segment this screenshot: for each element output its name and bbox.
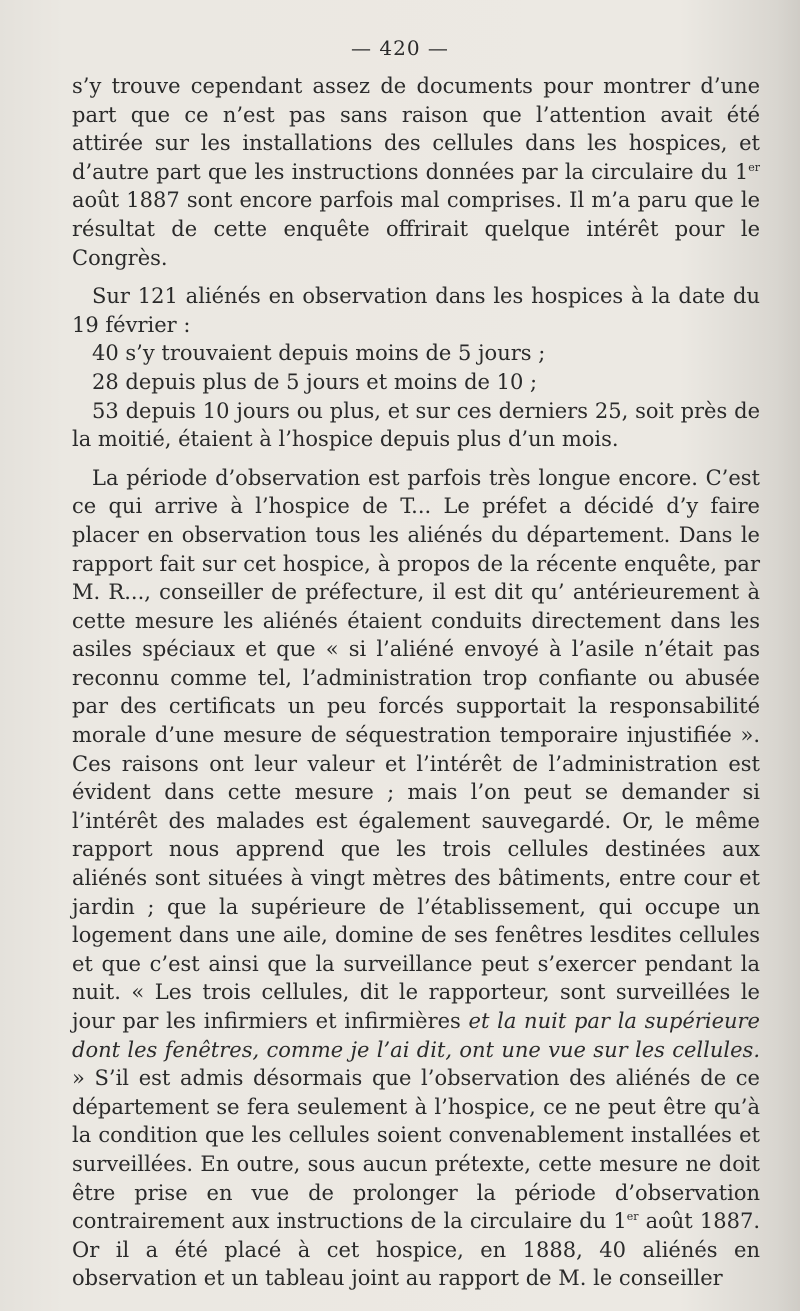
paragraph-1-text: s’y trouve cependant assez de documents pour montrer d’une part que ce n’est pas sans raison que l’attention avait été attirée sur les installations des cellules dans les hospices, et d’autre part que les instructions données par la circulaire du 1 <box>72 74 760 184</box>
body-text <box>72 72 760 1293</box>
paragraph-1-end: août 1887 sont encore parfois mal comprises. Il m’a paru que le résultat de cette enquête offrirait quelque intérêt pour le Congrès. <box>72 188 760 270</box>
paragraph-1 <box>72 72 760 272</box>
paragraph-3-text: La période d’observation est parfois très longue encore. C’est ce qui arrive à l’hospice de T... Le préfet a décidé d’y faire placer en observation tous les aliénés du département. Dans le rapport fait sur cet hospice, à propos de la récente enquête, par M. R..., conseiller de préfecture, il est dit qu’ antérieurement à cette mesure les aliénés étaient conduits directement dans les asiles spéciaux et que « si l’aliéné envoyé à l’asile n’était pas reconnu comme tel, l’administration trop confiante ou abusée par des certificats un peu forcés supportait la responsabilité morale d’une mesure de séquestration temporaire injustifiée ». Ces raisons ont leur valeur et l’intérêt de l’administration est évident dans cette mesure ; mais l’on peut se demander si l’intérêt des malades est également sauvegardé. Or, le même rapport nous apprend que les trois cellules destinées aux aliénés sont situées à vingt mètres des bâtiments, entre cour et jardin ; que la supérieure de l’établissement, qui occupe un logement dans une aile, domine de ses fenêtres lesdites cellules et que c’est ainsi que la surveillance peut s’exercer pendant la nuit. « Les trois cellules, dit le rapporteur, sont surveillées le jour par les infirmiers et infirmières <box>72 465 760 1033</box>
list-item: 40 s’y trouvaient depuis moins de 5 jours ; <box>92 341 546 366</box>
list-item: 53 depuis 10 jours ou plus, et sur ces derniers 25, soit près de la moitié, étaient à l’hospice depuis plus d’un mois. <box>72 398 760 452</box>
paragraph-3-italic: et la nuit par la supérieure dont les fenêtres, comme je l’ai dit, ont une vue sur les cellules. <box>72 1009 760 1062</box>
superscript: er <box>626 1210 639 1224</box>
paragraph-2: Sur 121 aliénés en observation dans les hospices à la date du 19 février : <box>72 284 760 337</box>
superscript: er <box>748 160 760 174</box>
paragraph-3-end: août 1887. Or il a été placé à cet hospice, en 1888, 40 aliénés en observation et un tableau joint au rapport de M. le conseiller <box>72 1209 760 1291</box>
paragraph-3 <box>72 464 760 1293</box>
page-number: — 420 — <box>351 36 449 60</box>
list-item: 28 depuis plus de 5 jours et moins de 10 ; <box>92 369 538 394</box>
paragraph-3-continued: » S’il est admis désormais que l’observation des aliénés de ce département se fera seulement à l’hospice, ce ne peut être qu’à la condition que les cellules soient convenablement installées et surveillées. En outre, sous aucun prétexte, cette mesure ne doit être prise en vue de prolonger la période d’observation contrairement aux instructions de la circulaire du 1 <box>72 1066 760 1234</box>
